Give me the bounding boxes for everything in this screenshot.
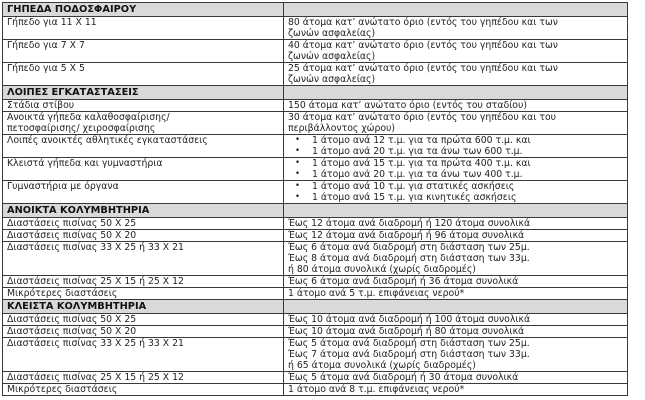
section-header-empty-cell — [284, 204, 628, 218]
facility-line: Γήπεδο για 5 Χ 5 — [7, 63, 85, 74]
section-header-row — [3, 300, 628, 314]
section-header-empty-cell — [284, 300, 628, 314]
limit-line: Έως 6 άτομα ανά διαδρομή ή 36 άτομα συνολικά — [288, 276, 519, 287]
facility-cell — [3, 135, 284, 158]
facility-cell — [3, 63, 284, 86]
limit-line: Έως 5 άτομα ανά διαδρομή στη διάσταση των 25μ. — [288, 338, 530, 349]
facility-line: πετοσφαίρισης/ χειροσφαίρισης — [7, 123, 156, 134]
facility-line: Διαστάσεις πισίνας 25 Χ 15 ή 25 Χ 12 — [7, 276, 184, 287]
limit-cell — [284, 112, 628, 135]
facility-cell — [3, 100, 284, 112]
table-row — [3, 40, 628, 63]
limit-bullet-line — [288, 146, 623, 157]
limit-cell — [284, 314, 628, 326]
facility-line: Διαστάσεις πισίνας 33 Χ 25 ή 33 Χ 21 — [7, 338, 184, 349]
limit-line: περιβάλλοντος χώρου) — [288, 123, 396, 134]
facility-line: Λοιπές ανοικτές αθλητικές εγκαταστάσεις — [7, 135, 208, 146]
limit-cell — [284, 384, 628, 396]
limit-line: 40 άτομα κατ’ ανώτατο όριο (εντός του γηπέδου και των — [288, 40, 558, 51]
facility-cell — [3, 230, 284, 242]
table-row — [3, 218, 628, 230]
facility-cell — [3, 288, 284, 300]
limit-cell — [284, 135, 628, 158]
bullet-icon: • — [295, 192, 301, 202]
limit-line: Έως 8 άτομα ανά διαδρομή στη διάσταση των 33μ. — [288, 253, 530, 264]
section-header-row — [3, 3, 628, 17]
table-row — [3, 158, 628, 181]
facility-cell — [3, 218, 284, 230]
limit-line: 1 άτομο ανά 8 τ.μ. επιφάνειας νερού* — [288, 384, 465, 395]
limit-cell — [284, 230, 628, 242]
facility-line: Μικρότερες διαστάσεις — [7, 288, 118, 299]
section-header-empty-cell — [284, 3, 628, 17]
bullet-icon: • — [295, 135, 301, 145]
table-row — [3, 326, 628, 338]
facility-line: Κλειστά γήπεδα και γυμναστήρια — [7, 158, 163, 169]
limit-line: ζωνών ασφαλείας) — [288, 74, 376, 85]
limit-line: Έως 10 άτομα ανά διαδρομή ή 80 άτομα συνολικά — [288, 326, 525, 337]
section-header-cell: ΛΟΙΠΕΣ ΕΓΚΑΤΑΣΤΑΣΕΙΣ — [3, 86, 284, 100]
limit-line: 1 άτομο ανά 5 τ.μ. επιφάνειας νερού* — [288, 288, 465, 299]
table-row — [3, 181, 628, 204]
facility-line: Γυμναστήρια με όργανα — [7, 181, 119, 192]
table-row — [3, 100, 628, 112]
facility-cell — [3, 242, 284, 276]
limit-line: ζωνών ασφαλείας) — [288, 51, 376, 62]
limit-line: ζωνών ασφαλείας) — [288, 28, 376, 39]
bullet-icon: • — [295, 181, 301, 191]
table-row — [3, 242, 628, 276]
facility-line: Γήπεδο για 11 Χ 11 — [7, 17, 97, 28]
section-header-cell: ΑΝΟΙΚΤΑ ΚΟΛΥΜΒΗΤΗΡΙΑ — [3, 204, 284, 218]
table-row — [3, 230, 628, 242]
limit-line: 30 άτομα κατ’ ανώτατο όριο (εντός του γηπέδου και του — [288, 112, 557, 123]
limit-cell — [284, 158, 628, 181]
limit-line: ή 65 άτομα συνολικά (χωρίς διαδρομές) — [288, 360, 476, 371]
facility-line: Διαστάσεις πισίνας 50 Χ 25 — [7, 218, 137, 229]
limit-cell — [284, 326, 628, 338]
table-row — [3, 314, 628, 326]
table-row — [3, 372, 628, 384]
limit-line: ή 80 άτομα συνολικά (χωρίς διαδρομές) — [288, 264, 476, 275]
facility-cell — [3, 158, 284, 181]
limit-cell — [284, 338, 628, 372]
limit-cell — [284, 218, 628, 230]
facility-cell — [3, 40, 284, 63]
facility-cell — [3, 112, 284, 135]
table-row — [3, 63, 628, 86]
limit-line: 1 άτομο ανά 15 τ.μ. για κινητικές ασκήσεις — [312, 192, 517, 203]
section-header-cell: ΚΛΕΙΣΤΑ ΚΟΛΥΜΒΗΤΗΡΙΑ — [3, 300, 284, 314]
facility-cell — [3, 276, 284, 288]
limit-line: Έως 5 άτομα ανά διαδρομή ή 30 άτομα συνολικά — [288, 372, 519, 383]
facility-cell — [3, 372, 284, 384]
limit-line: Έως 6 άτομα ανά διαδρομή στη διάσταση των 25μ. — [288, 242, 530, 253]
section-header-empty-cell — [284, 86, 628, 100]
section-header-row — [3, 204, 628, 218]
limit-bullet-line — [288, 192, 623, 203]
limit-line: 1 άτομο ανά 20 τ.μ. για τα άνω των 400 τ.μ. — [312, 169, 523, 180]
facility-line: Διαστάσεις πισίνας 33 Χ 25 ή 33 Χ 21 — [7, 242, 184, 253]
facility-cell — [3, 326, 284, 338]
facility-line: Διαστάσεις πισίνας 50 Χ 25 — [7, 314, 137, 325]
table-row — [3, 338, 628, 372]
limit-cell — [284, 181, 628, 204]
facility-line: Μικρότερες διαστάσεις — [7, 384, 118, 395]
facility-cell — [3, 338, 284, 372]
limit-cell — [284, 40, 628, 63]
limit-line: Έως 12 άτομα ανά διαδρομή ή 120 άτομα συνολικά — [288, 218, 531, 229]
limit-cell — [284, 63, 628, 86]
limit-cell — [284, 17, 628, 40]
limit-line: Έως 12 άτομα ανά διαδρομή ή 96 άτομα συνολικά — [288, 230, 525, 241]
facility-line: Γήπεδο για 7 Χ 7 — [7, 40, 85, 51]
limit-bullet-line — [288, 158, 623, 169]
table-row — [3, 135, 628, 158]
limit-line: Έως 10 άτομα ανά διαδρομή ή 100 άτομα συνολικά — [288, 314, 531, 325]
section-header-row — [3, 86, 628, 100]
bullet-icon: • — [295, 158, 301, 168]
facility-cell — [3, 314, 284, 326]
limit-line: 1 άτομο ανά 12 τ.μ. για τα πρώτα 600 τ.μ. και — [312, 135, 531, 146]
facility-line: Διαστάσεις πισίνας 25 Χ 15 ή 25 Χ 12 — [7, 372, 184, 383]
limit-line: 1 άτομο ανά 15 τ.μ. για τα πρώτα 400 τ.μ. και — [312, 158, 531, 169]
limit-line: 150 άτομα κατ’ ανώτατο όριο (εντός του σταδίου) — [288, 100, 527, 111]
limit-line: 1 άτομο ανά 20 τ.μ. για τα άνω των 600 τ.μ. — [312, 146, 523, 157]
facility-cell — [3, 181, 284, 204]
facility-cell — [3, 384, 284, 396]
facility-line: Διαστάσεις πισίνας 50 Χ 20 — [7, 326, 137, 337]
bullet-icon: • — [295, 146, 301, 156]
limit-bullet-line — [288, 135, 623, 146]
limit-cell — [284, 276, 628, 288]
limit-cell — [284, 288, 628, 300]
facility-line: Διαστάσεις πισίνας 50 Χ 20 — [7, 230, 137, 241]
limit-cell — [284, 100, 628, 112]
facility-line: Ανοικτά γήπεδα καλαθοσφαίρισης/ — [7, 112, 170, 123]
section-header-cell: ΓΗΠΕΔΑ ΠΟΔΟΣΦΑΙΡΟΥ — [3, 3, 284, 17]
facility-line: Στάδια στίβου — [7, 100, 75, 111]
capacity-table — [2, 2, 628, 396]
table-row — [3, 17, 628, 40]
limit-bullet-line — [288, 181, 623, 192]
limit-bullet-line — [288, 169, 623, 180]
limit-line: 1 άτομο ανά 10 τ.μ. για στατικές ασκήσεις — [312, 181, 515, 192]
table-row — [3, 276, 628, 288]
limit-cell — [284, 242, 628, 276]
table-row — [3, 384, 628, 396]
limit-line: 25 άτομα κατ’ ανώτατο όριο (εντός του γηπέδου και των — [288, 63, 558, 74]
limit-cell — [284, 372, 628, 384]
table-row — [3, 288, 628, 300]
limit-line: 80 άτομα κατ’ ανώτατο όριο (εντός του γηπέδου και των — [288, 17, 558, 28]
table-row — [3, 112, 628, 135]
bullet-icon: • — [295, 169, 301, 179]
limit-line: Έως 7 άτομα ανά διαδρομή στη διάσταση των 33μ. — [288, 349, 530, 360]
facility-cell — [3, 17, 284, 40]
capacity-table-body — [3, 3, 628, 396]
